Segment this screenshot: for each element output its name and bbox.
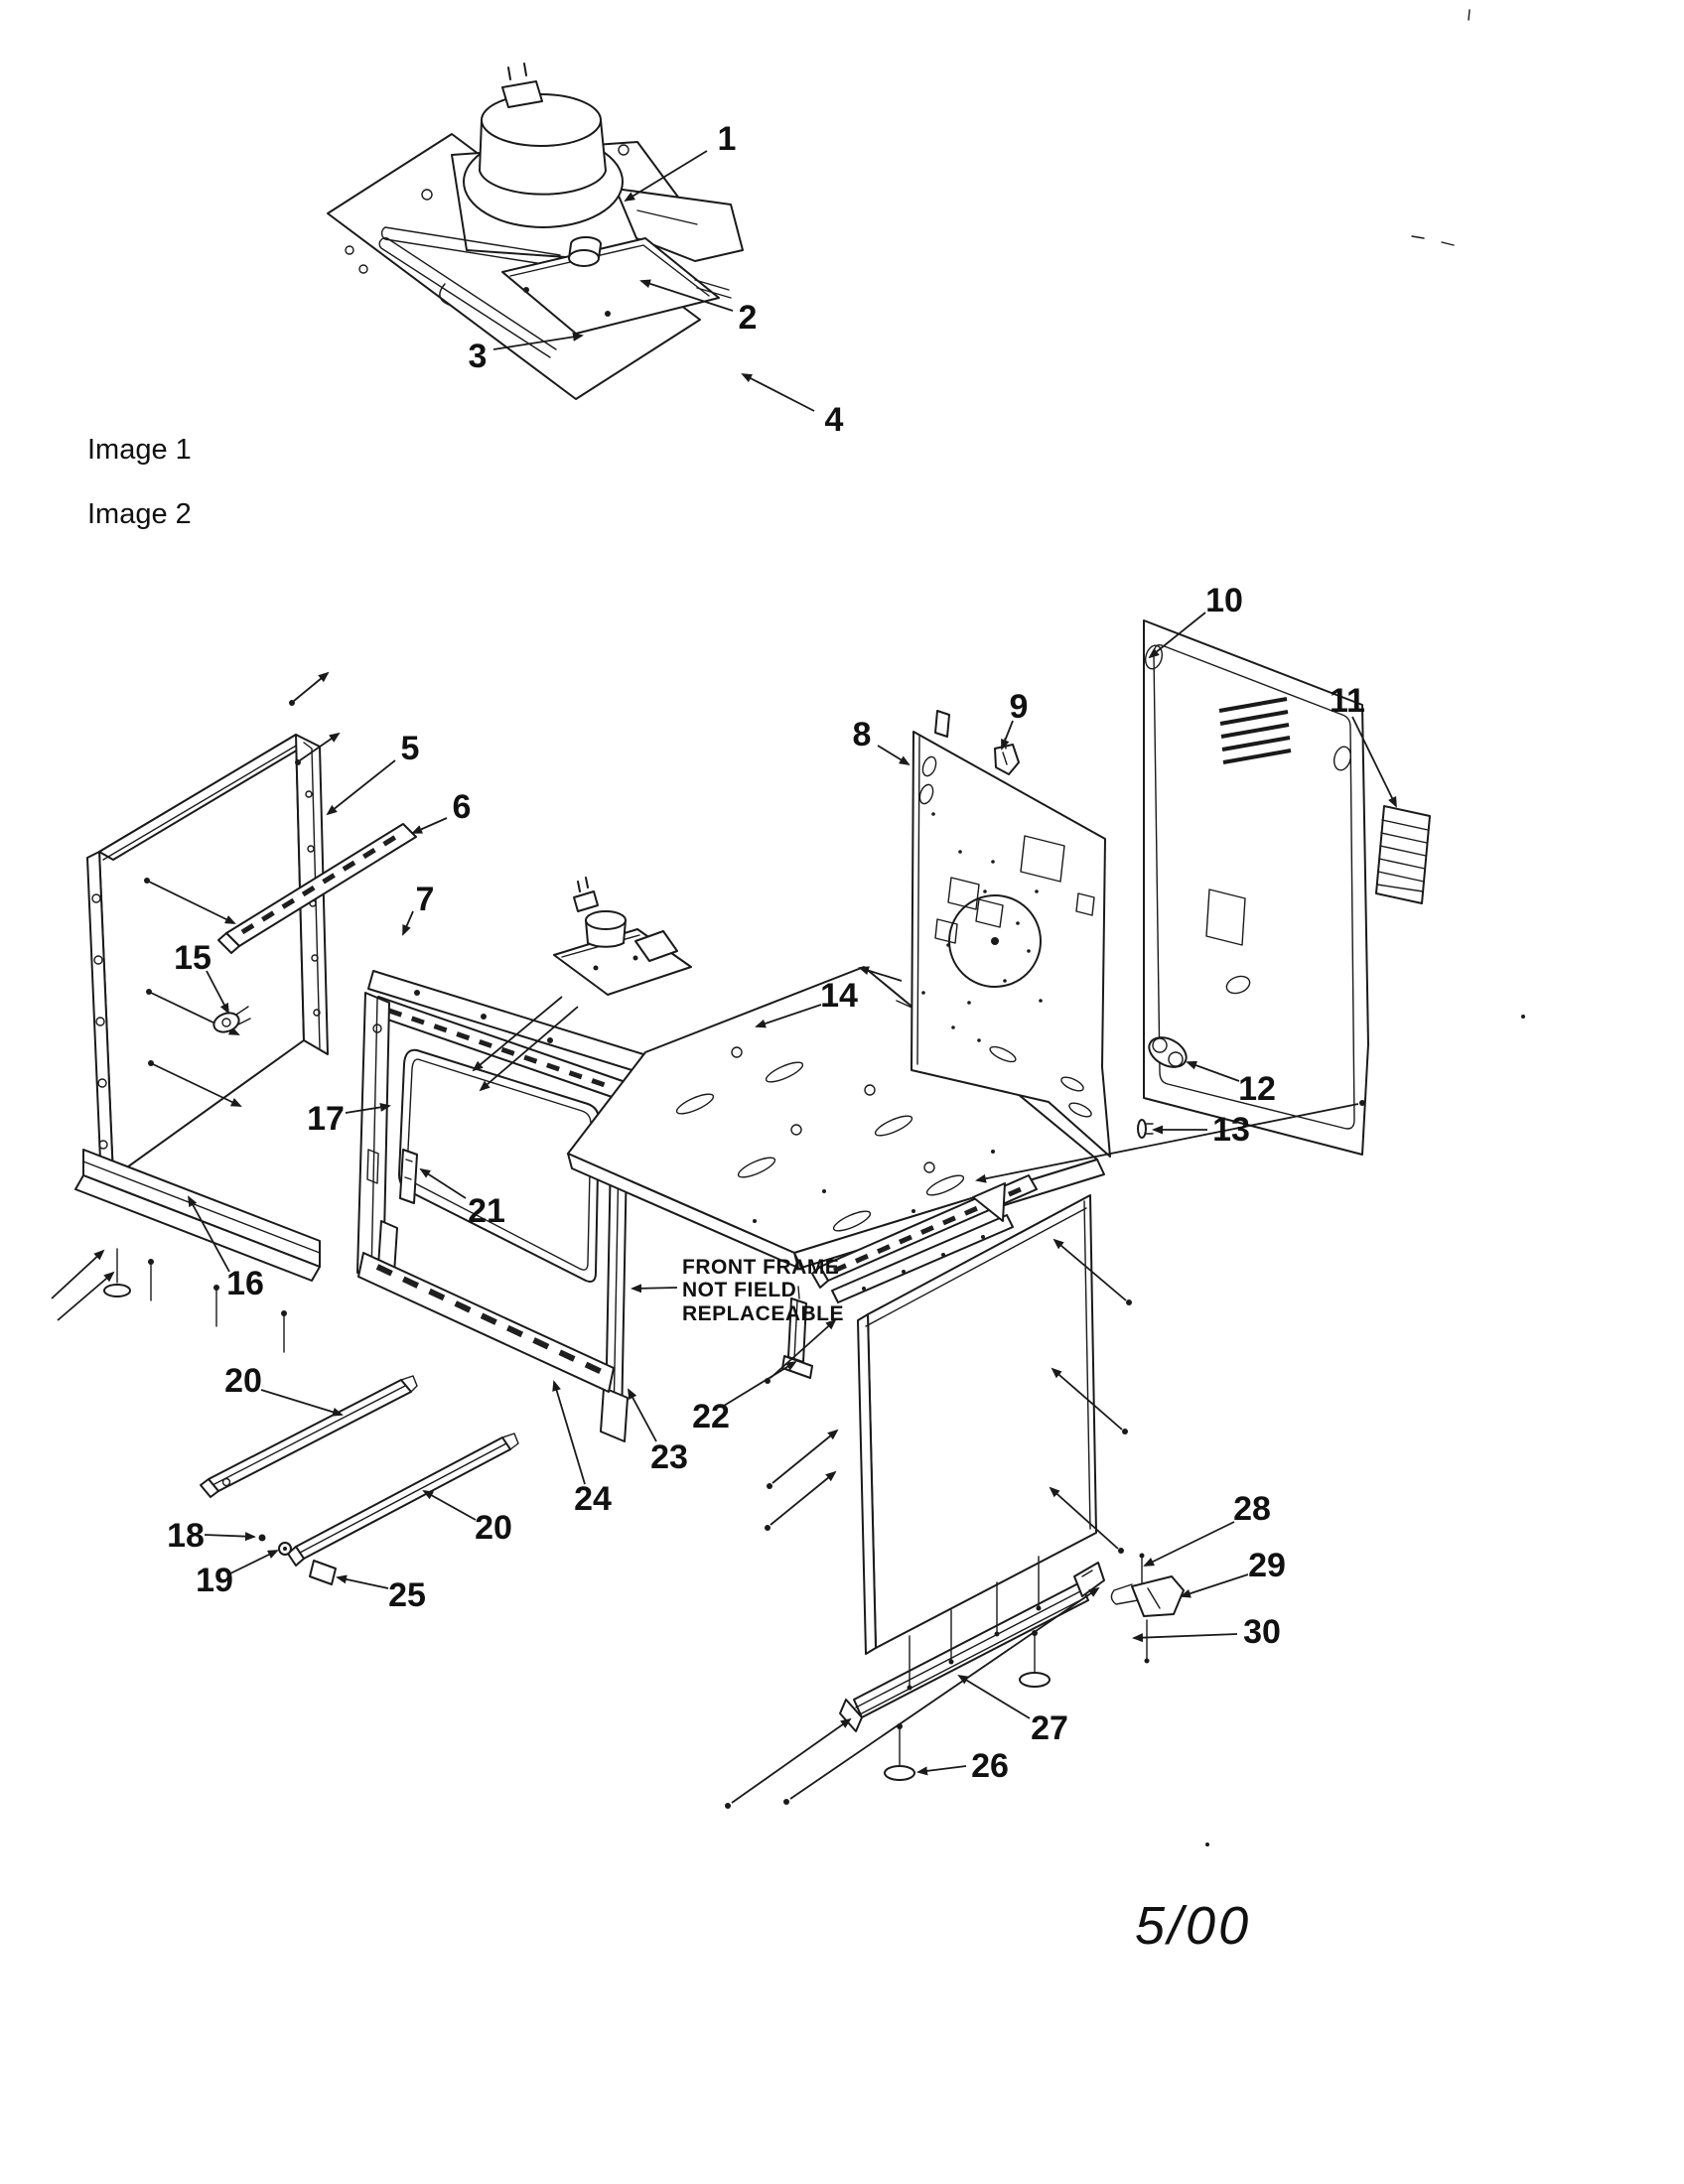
note-line-1: FRONT FRAME xyxy=(682,1256,840,1279)
callout-21: 21 xyxy=(468,1192,505,1230)
callout-15: 15 xyxy=(174,939,211,977)
vent-grille xyxy=(1376,806,1430,903)
callout-20: 20 xyxy=(475,1509,512,1547)
callout-5: 5 xyxy=(400,730,420,767)
revision-date: 5/00 xyxy=(1135,1896,1252,1956)
callout-27: 27 xyxy=(1031,1709,1068,1747)
callout-20: 20 xyxy=(224,1362,262,1400)
callout-23: 23 xyxy=(650,1438,688,1476)
callout-26: 26 xyxy=(971,1747,1009,1785)
callout-24: 24 xyxy=(574,1480,612,1518)
callout-5-leader xyxy=(328,760,395,814)
callout-4: 4 xyxy=(824,401,844,439)
anti-tip-bracket-parts xyxy=(1111,1554,1184,1664)
callout-13: 13 xyxy=(1212,1111,1250,1149)
image1-label: Image 1 xyxy=(87,434,192,466)
callout-20-leader xyxy=(424,1491,476,1520)
image2-label: Image 2 xyxy=(87,498,192,530)
callout-2: 2 xyxy=(738,299,758,337)
callout-25-leader xyxy=(338,1577,388,1588)
rack-slide-rails-drawing xyxy=(201,1376,518,1584)
callout-14: 14 xyxy=(820,977,858,1015)
callout-9: 9 xyxy=(1009,688,1029,726)
callout-25: 25 xyxy=(388,1576,426,1614)
ground-clip xyxy=(995,745,1019,774)
callout-29: 29 xyxy=(1248,1547,1286,1584)
callout-4-leader xyxy=(743,374,814,411)
callout-10: 10 xyxy=(1205,582,1243,619)
callout-26-leader xyxy=(918,1766,966,1772)
timer-assembly-drawing xyxy=(328,64,743,399)
front-frame-note xyxy=(632,1256,844,1325)
callout-16: 16 xyxy=(226,1265,264,1302)
callout-11: 11 xyxy=(1330,682,1365,720)
callout-12: 12 xyxy=(1238,1070,1276,1108)
callout-29-leader xyxy=(1182,1574,1248,1596)
callout-6: 6 xyxy=(452,788,472,826)
callout-8: 8 xyxy=(852,716,872,753)
callout-3: 3 xyxy=(468,338,488,375)
left-bottom-rail-drawing xyxy=(52,1150,320,1352)
callout-18-leader xyxy=(205,1535,254,1537)
callout-1: 1 xyxy=(717,120,737,158)
callout-20-leader xyxy=(261,1390,342,1415)
callout-19-leader xyxy=(230,1551,277,1573)
callout-18: 18 xyxy=(167,1517,205,1555)
callout-17: 17 xyxy=(307,1100,345,1138)
callout-23-leader xyxy=(629,1390,656,1441)
callout-6-leader xyxy=(413,818,447,833)
callout-24-leader xyxy=(554,1382,585,1484)
callout-27-leader xyxy=(959,1676,1030,1718)
back-cover-drawing xyxy=(1143,620,1430,1155)
callout-28: 28 xyxy=(1233,1490,1271,1528)
callout-7: 7 xyxy=(415,881,435,918)
callout-30-leader xyxy=(1134,1634,1237,1638)
note-line-3: REPLACEABLE xyxy=(682,1302,845,1325)
callout-28-leader xyxy=(1145,1522,1234,1566)
callout-8-leader xyxy=(878,746,909,764)
callout-7-leader xyxy=(403,911,413,934)
callout-22: 22 xyxy=(692,1398,730,1435)
callout-30: 30 xyxy=(1243,1613,1281,1651)
oven-light-bracket xyxy=(400,1150,417,1203)
callout-22-leader xyxy=(724,1362,795,1406)
note-line-2: NOT FIELD xyxy=(682,1279,797,1301)
callout-19: 19 xyxy=(196,1562,233,1599)
